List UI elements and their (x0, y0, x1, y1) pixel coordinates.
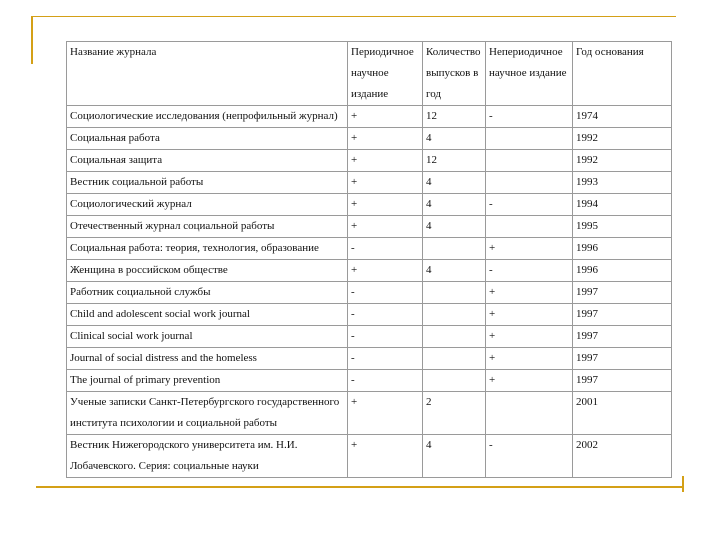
cell-periodic: - (348, 348, 423, 370)
cell-journal-name: Социологический журнал (67, 194, 348, 216)
table-row (67, 172, 672, 194)
cell-founding-year: 2002 (573, 435, 672, 478)
table-row (67, 304, 672, 326)
cell-founding-year: 1997 (573, 370, 672, 392)
cell-nonperiodic: - (486, 106, 573, 128)
cell-nonperiodic: - (486, 435, 573, 478)
table-header-row (67, 42, 672, 106)
cell-issues-per-year: 4 (423, 194, 486, 216)
cell-nonperiodic: - (486, 260, 573, 282)
cell-founding-year: 1996 (573, 238, 672, 260)
cell-issues-per-year: 12 (423, 106, 486, 128)
cell-issues-per-year: 4 (423, 128, 486, 150)
cell-periodic: - (348, 370, 423, 392)
cell-periodic: + (348, 150, 423, 172)
cell-periodic: + (348, 106, 423, 128)
slide-bottom-area (36, 488, 684, 540)
cell-issues-per-year (423, 326, 486, 348)
cell-periodic: + (348, 216, 423, 238)
table-row (67, 260, 672, 282)
cell-journal-name: Clinical social work journal (67, 326, 348, 348)
header-periodic: Периодичное научное издание (348, 42, 423, 106)
cell-periodic: + (348, 194, 423, 216)
cell-journal-name: Социологические исследования (непрофильный журнал) (67, 106, 348, 128)
table-row (67, 106, 672, 128)
cell-issues-per-year (423, 238, 486, 260)
cell-journal-name: Социальная работа: теория, технология, образование (67, 238, 348, 260)
cell-founding-year: 1996 (573, 260, 672, 282)
cell-periodic: + (348, 172, 423, 194)
cell-founding-year: 1995 (573, 216, 672, 238)
table-row (67, 435, 672, 478)
journals-table (66, 41, 672, 478)
header-nonperiodic: Непериодичное научное издание (486, 42, 573, 106)
cell-nonperiodic: + (486, 238, 573, 260)
table-row (67, 326, 672, 348)
cell-periodic: - (348, 304, 423, 326)
cell-issues-per-year (423, 348, 486, 370)
cell-issues-per-year: 2 (423, 392, 486, 435)
cell-journal-name: Child and adolescent social work journal (67, 304, 348, 326)
cell-journal-name: Работник социальной службы (67, 282, 348, 304)
cell-founding-year: 2001 (573, 392, 672, 435)
table-row (67, 128, 672, 150)
slide-accent-vertical-line (31, 16, 33, 64)
table-row (67, 150, 672, 172)
cell-issues-per-year (423, 282, 486, 304)
cell-nonperiodic (486, 216, 573, 238)
cell-founding-year: 1974 (573, 106, 672, 128)
cell-periodic: + (348, 392, 423, 435)
cell-founding-year: 1997 (573, 304, 672, 326)
cell-journal-name: Вестник социальной работы (67, 172, 348, 194)
cell-journal-name: Journal of social distress and the homeless (67, 348, 348, 370)
cell-nonperiodic: + (486, 304, 573, 326)
header-issues-per-year: Количество выпусков в год (423, 42, 486, 106)
slide-accent-top-line (31, 16, 676, 17)
table-row (67, 238, 672, 260)
table-row (67, 392, 672, 435)
cell-nonperiodic: + (486, 348, 573, 370)
slide-accent-bottom-line (36, 486, 684, 488)
cell-periodic: + (348, 128, 423, 150)
header-journal-name: Название журнала (67, 42, 348, 106)
cell-issues-per-year: 4 (423, 216, 486, 238)
cell-nonperiodic (486, 150, 573, 172)
cell-journal-name: Социальная защита (67, 150, 348, 172)
cell-founding-year: 1997 (573, 326, 672, 348)
cell-nonperiodic: - (486, 194, 573, 216)
table-row (67, 194, 672, 216)
cell-journal-name: The journal of primary prevention (67, 370, 348, 392)
cell-founding-year: 1997 (573, 282, 672, 304)
slide-accent-right-tick (682, 476, 684, 492)
cell-periodic: - (348, 238, 423, 260)
cell-founding-year: 1992 (573, 150, 672, 172)
cell-journal-name: Отечественный журнал социальной работы (67, 216, 348, 238)
cell-journal-name: Ученые записки Санкт-Петербургского государственного института психологии и социальной работы (67, 392, 348, 435)
table-row (67, 216, 672, 238)
header-founding-year: Год основания (573, 42, 672, 106)
cell-issues-per-year (423, 370, 486, 392)
cell-founding-year: 1992 (573, 128, 672, 150)
cell-periodic: + (348, 260, 423, 282)
cell-nonperiodic: + (486, 326, 573, 348)
cell-nonperiodic (486, 392, 573, 435)
cell-nonperiodic: + (486, 282, 573, 304)
cell-issues-per-year: 4 (423, 435, 486, 478)
cell-periodic: + (348, 435, 423, 478)
cell-nonperiodic (486, 128, 573, 150)
table-row (67, 282, 672, 304)
cell-issues-per-year: 4 (423, 172, 486, 194)
table-row (67, 370, 672, 392)
cell-issues-per-year: 4 (423, 260, 486, 282)
cell-nonperiodic (486, 172, 573, 194)
cell-issues-per-year (423, 304, 486, 326)
cell-issues-per-year: 12 (423, 150, 486, 172)
cell-founding-year: 1997 (573, 348, 672, 370)
cell-journal-name: Женщина в российском обществе (67, 260, 348, 282)
cell-periodic: - (348, 282, 423, 304)
cell-journal-name: Вестник Нижегородского университета им. Н.И. Лобачевского. Серия: социальные науки (67, 435, 348, 478)
cell-founding-year: 1993 (573, 172, 672, 194)
cell-periodic: - (348, 326, 423, 348)
table-row (67, 348, 672, 370)
cell-journal-name: Социальная работа (67, 128, 348, 150)
cell-founding-year: 1994 (573, 194, 672, 216)
cell-nonperiodic: + (486, 370, 573, 392)
